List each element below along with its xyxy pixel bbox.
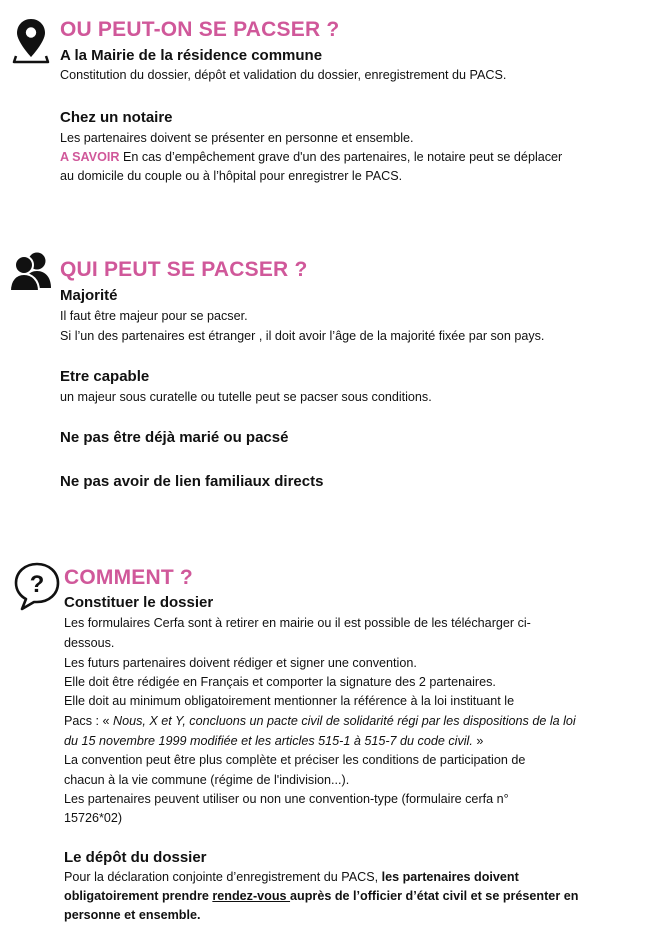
majorite-text-1: Il faut être majeur pour se pacser. — [60, 309, 248, 323]
notaire-text-2: au domicile du couple ou à l’hôpital pour enregistrer le PACS. — [60, 169, 403, 183]
depot-bold-text: les partenaires doivent — [381, 870, 519, 884]
section-title-ou: OU PEUT-ON SE PACSER ? — [60, 18, 340, 41]
pacs-quote-text: Nous, X et Y, concluons un pacte civil de solidarité régi par les dispositions de la loi — [113, 714, 576, 728]
section-title-comment: COMMENT ? — [64, 566, 193, 589]
map-pin-icon — [12, 16, 50, 66]
question-bubble-icon — [12, 560, 62, 612]
dossier-line — [64, 712, 576, 731]
mairie-text: Constitution du dossier, dépôt et validation du dossier, enregistrement du PACS. — [60, 68, 507, 82]
capable-text: un majeur sous curatelle ou tutelle peut se pacser sous conditions. — [60, 390, 432, 404]
svg-text:?: ? — [29, 571, 45, 598]
dossier-line: Les futurs partenaires doivent rédiger et signer une convention. — [64, 656, 417, 670]
dossier-line: Elle doit être rédigée en Français et comporter la signature des 2 partenaires. — [64, 675, 496, 689]
pacs-quote-close: » — [472, 734, 484, 748]
a-savoir-text: En cas d’empêchement grave d'un des partenaires, le notaire peut se déplacer — [119, 150, 563, 164]
dossier-line: dessous. — [64, 636, 115, 650]
dossier-line: chacun à la vie commune (régime de l'indivision...). — [64, 773, 350, 787]
marie-heading: Ne pas être déjà marié ou pacsé — [60, 429, 289, 446]
pacs-quote-open: Pacs : « — [64, 714, 113, 728]
majorite-heading: Majorité — [60, 287, 118, 304]
a-savoir-label: A SAVOIR — [60, 150, 120, 164]
capable-heading: Etre capable — [60, 368, 150, 385]
rendez-vous-link[interactable]: rendez-vous — [212, 889, 291, 903]
mairie-heading: A la Mairie de la résidence commune — [60, 47, 323, 64]
notaire-text: Les partenaires doivent se présenter en personne et ensemble. — [60, 131, 414, 145]
depot-bold-text: obligatoirement prendre — [64, 889, 213, 903]
depot-bold-text: auprès de l’officier d’état civil et se présenter en — [290, 889, 579, 903]
lien-heading: Ne pas avoir de lien familiaux directs — [60, 473, 324, 490]
section-title-qui: QUI PEUT SE PACSER ? — [60, 258, 308, 281]
people-icon — [8, 250, 54, 292]
notaire-heading: Chez un notaire — [60, 109, 173, 126]
dossier-heading: Constituer le dossier — [64, 594, 214, 611]
notaire-savoir-line — [60, 148, 562, 167]
depot-heading: Le dépôt du dossier — [64, 849, 207, 866]
majorite-text-2: Si l’un des partenaires est étranger , il doit avoir l’âge de la majorité fixée par son pays. — [60, 329, 545, 343]
dossier-line: Les formulaires Cerfa sont à retirer en mairie ou il est possible de les télécharger ci- — [64, 616, 531, 630]
depot-line — [64, 868, 519, 887]
dossier-line: 15726*02) — [64, 811, 123, 825]
dossier-line: Elle doit au minimum obligatoirement mentionner la référence à la loi instituant le — [64, 694, 515, 708]
depot-text: Pour la déclaration conjointe d’enregistrement du PACS, — [64, 870, 382, 884]
dossier-line — [64, 732, 483, 751]
depot-line — [64, 887, 578, 906]
depot-line: personne et ensemble. — [64, 908, 201, 922]
dossier-line: Les partenaires peuvent utiliser ou non une convention-type (formulaire cerfa n° — [64, 792, 509, 806]
dossier-line: La convention peut être plus complète et préciser les conditions de participation de — [64, 753, 526, 767]
pacs-quote-text-2: du 15 novembre 1999 modifiée et les articles 515-1 à 515-7 du code civil. — [64, 734, 473, 748]
